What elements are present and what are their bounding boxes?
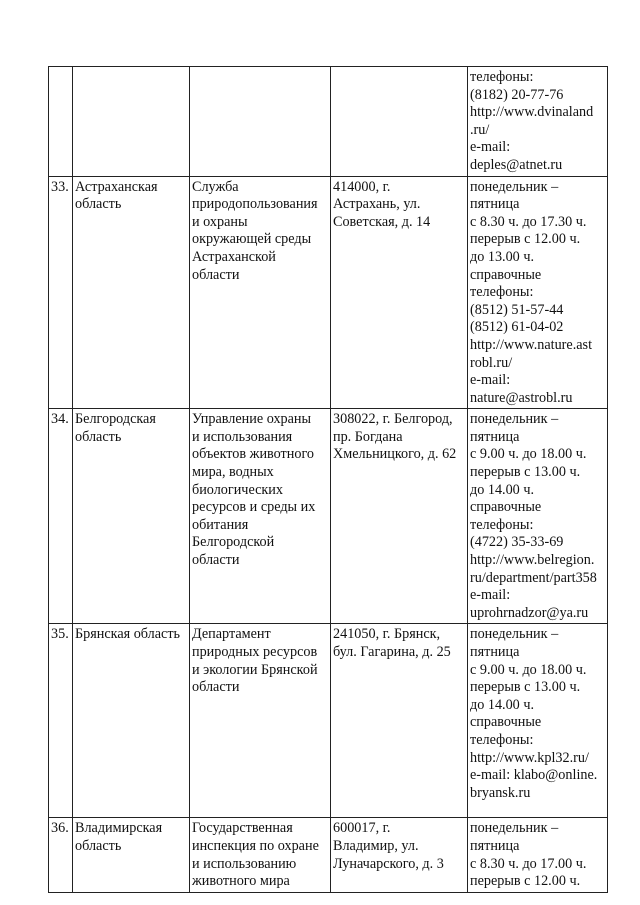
row-number: 34.: [51, 411, 69, 428]
contacts-cell: [468, 624, 608, 818]
contacts-line: понедельник –: [470, 626, 559, 643]
contacts-line: .ru/: [470, 121, 490, 138]
contacts-line: http://www.belregion.: [470, 552, 595, 569]
contacts-line: перерыв с 13.00 ч.: [470, 679, 581, 696]
region-line: область: [75, 428, 122, 445]
address-line: 308022, г. Белгород,: [333, 411, 453, 428]
regional-offices-table: [48, 66, 608, 893]
organization-line: и использования: [192, 428, 293, 445]
organization-cell: [190, 818, 331, 892]
contacts-line: телефоны:: [470, 69, 534, 85]
contacts-line: deples@atnet.ru: [470, 156, 563, 173]
address-line: Астрахань, ул.: [333, 196, 421, 213]
contacts-line: e-mail:: [470, 587, 511, 604]
organization-line: Служба: [192, 178, 239, 195]
address-line: 241050, г. Брянск,: [333, 626, 441, 643]
region-cell: [73, 176, 190, 409]
contacts-cell: [468, 409, 608, 624]
organization-cell: [190, 624, 331, 818]
contacts-line: понедельник –: [470, 411, 559, 428]
organization-line: Государственная: [192, 820, 293, 837]
contacts-line: телефоны:: [470, 284, 534, 301]
contacts-line: до 13.00 ч.: [470, 248, 535, 265]
address-line: Советская, д. 14: [333, 213, 431, 230]
region-line: Владимирская: [75, 820, 163, 837]
contacts-cell: [468, 818, 608, 892]
contacts-cell: [468, 67, 608, 177]
region-cell: [73, 818, 190, 892]
address-line: 600017, г.: [333, 820, 391, 837]
organization-cell: [190, 67, 331, 177]
address-line: 414000, г.: [333, 178, 391, 195]
organization-line: обитания: [192, 516, 249, 533]
row-number-cell: [49, 176, 73, 409]
address-line: пр. Богдана: [333, 428, 403, 445]
row-number-cell: [49, 818, 73, 892]
organization-line: Белгородской: [192, 534, 275, 551]
contacts-line: до 14.00 ч.: [470, 481, 535, 498]
contacts-line: с 8.30 ч. до 17.00 ч.: [470, 855, 587, 872]
organization-line: биологических: [192, 481, 283, 498]
region-line: Астраханская: [75, 178, 158, 195]
organization-line: и экологии Брянской: [192, 661, 318, 678]
table-row: [49, 176, 608, 409]
row-number: 35.: [51, 626, 69, 643]
contacts-line: пятница: [470, 644, 520, 660]
organization-line: природопользования: [192, 196, 318, 213]
address-line: Хмельницкого, д. 62: [333, 446, 457, 463]
organization-line: области: [192, 679, 240, 696]
contacts-line: (8182) 20-77-76: [470, 86, 564, 103]
address-cell: [331, 409, 468, 624]
region-line: Белгородская: [75, 411, 156, 428]
contacts-line: http://www.nature.ast: [470, 336, 593, 353]
organization-cell: [190, 176, 331, 409]
row-number-cell: [49, 624, 73, 818]
contacts-line: (4722) 35-33-69: [470, 534, 564, 551]
organization-line: ресурсов и среды их: [192, 499, 316, 516]
contacts-line: e-mail: klabo@online.: [470, 767, 598, 784]
contacts-line: перерыв с 12.00 ч.: [470, 873, 581, 890]
address-cell: [331, 67, 468, 177]
organization-line: Департамент: [192, 626, 271, 643]
organization-cell: [190, 409, 331, 624]
contacts-line: телефоны:: [470, 731, 534, 748]
contacts-line: до 14.00 ч.: [470, 696, 535, 713]
contacts-line: uprohrnadzor@ya.ru: [470, 604, 589, 621]
region-line: Брянская область: [75, 626, 181, 643]
organization-line: области: [192, 266, 240, 283]
contacts-line: e-mail:: [470, 139, 511, 156]
contacts-line: перерыв с 12.00 ч.: [470, 231, 581, 248]
contacts-line: справочные: [470, 714, 542, 731]
address-cell: [331, 818, 468, 892]
contacts-line: http://www.dvinaland: [470, 104, 594, 121]
organization-line: объектов животного: [192, 446, 314, 463]
row-number: 36.: [51, 820, 69, 837]
organization-line: области: [192, 552, 240, 569]
contacts-line: e-mail:: [470, 372, 511, 389]
contacts-line: с 8.30 ч. до 17.30 ч.: [470, 213, 587, 230]
contacts-line: nature@astrobl.ru: [470, 389, 573, 406]
contacts-line: (8512) 61-04-02: [470, 319, 564, 336]
table-row: [49, 818, 608, 892]
contacts-line: bryansk.ru: [470, 784, 531, 801]
contacts-line: пятница: [470, 196, 520, 213]
organization-line: мира, водных: [192, 464, 274, 481]
region-cell: [73, 624, 190, 818]
contacts-line: с 9.00 ч. до 18.00 ч.: [470, 446, 587, 463]
organization-line: Астраханской: [192, 248, 276, 265]
contacts-line: (8512) 51-57-44: [470, 301, 564, 318]
address-line: Луначарского, д. 3: [333, 855, 444, 872]
contacts-line: справочные: [470, 266, 542, 283]
organization-line: и охраны: [192, 213, 248, 230]
contacts-line: пятница: [470, 838, 520, 854]
contacts-line: ru/department/part358: [470, 569, 597, 586]
row-number-cell: [49, 67, 73, 177]
organization-line: инспекция по охране: [192, 838, 319, 854]
organization-line: животного мира: [192, 873, 290, 890]
contacts-line: справочные: [470, 499, 542, 516]
region-cell: [73, 409, 190, 624]
table-row: [49, 624, 608, 818]
contacts-line: перерыв с 13.00 ч.: [470, 464, 581, 481]
address-line: Владимир, ул.: [333, 838, 419, 854]
organization-line: окружающей среды: [192, 231, 312, 248]
row-number-cell: [49, 409, 73, 624]
table-row: [49, 67, 608, 177]
organization-line: природных ресурсов: [192, 644, 318, 660]
contacts-line: телефоны:: [470, 516, 534, 533]
address-line: бул. Гагарина, д. 25: [333, 644, 451, 660]
organization-line: и использованию: [192, 855, 297, 872]
contacts-line: пятница: [470, 428, 520, 445]
contacts-line: http://www.kpl32.ru/: [470, 749, 589, 766]
contacts-line: robl.ru/: [470, 354, 513, 371]
contacts-line: с 9.00 ч. до 18.00 ч.: [470, 661, 587, 678]
table-row: [49, 409, 608, 624]
contacts-line: понедельник –: [470, 178, 559, 195]
row-number: 33.: [51, 178, 69, 195]
address-cell: [331, 624, 468, 818]
table-body: [49, 67, 608, 893]
organization-line: Управление охраны: [192, 411, 312, 428]
contacts-cell: [468, 176, 608, 409]
address-cell: [331, 176, 468, 409]
contacts-line: понедельник –: [470, 820, 559, 837]
region-line: область: [75, 838, 122, 854]
region-line: область: [75, 196, 122, 213]
region-cell: [73, 67, 190, 177]
